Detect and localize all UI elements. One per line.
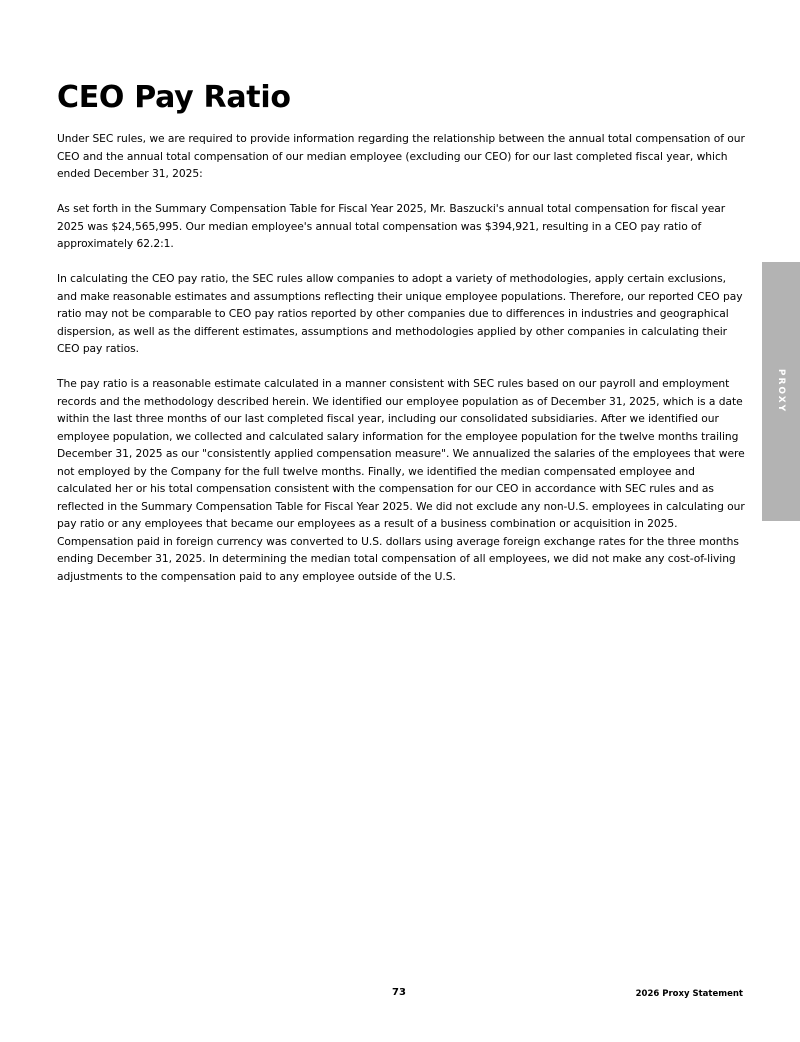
footer-document-title: 2026 Proxy Statement <box>635 989 743 999</box>
paragraph-methodology-caveat: In calculating the CEO pay ratio, the SEC rules allow companies to adopt a variety of methodologies, apply certain exclusions, and make reasonable estimates and assumptions reflecting their unique employee populations. Therefore, our reported CEO pay ratio may not be comparable to CEO pay ratios reported by other companies due to differences in industries and geographical dispersion, as well as the different estimates, assumptions and methodologies applied by other companies in calculating their CEO pay ratios. <box>57 272 743 355</box>
paragraph-ratio: As set forth in the Summary Compensation Table for Fiscal Year 2025, Mr. Baszucki's annual total compensation for fiscal year 2025 was $24,565,995. Our median employee's annual total compensation was $394,921, resulting in a CEO pay ratio of approximately 62.2:1. <box>57 202 726 250</box>
body-text <box>57 130 745 603</box>
section-side-tab-label: PROXY <box>776 368 786 414</box>
paragraph-methodology-detail: The pay ratio is a reasonable estimate calculated in a manner consistent with SEC rules based on our payroll and employment records and the methodology described herein. We identified our employee population as of December 31, 2025, which is a date within the last three months of our last completed fiscal year, including our consolidated subsidiaries. After we identified our employee population, we collected and calculated salary information for the employee population for the twelve months trailing December 31, 2025 as our "consistently applied compensation measure". We annualized the salaries of the employees that were not employed by the Company for the full twelve months. Finally, we identified the median compensated employee and calculated her or his total compensation consistent with the compensation for our CEO in accordance with SEC rules and as reflected in the Summary Compensation Table for Fiscal Year 2025. We did not exclude any non-U.S. employees in calculating our pay ratio or any employees that became our employees as a result of a business combination or acquisition in 2025. Compensation paid in foreign currency was converted to U.S. dollars using average foreign exchange rates for the three months ending December 31, 2025. In determining the median total compensation of all employees, we did not make any cost-of-living adjustments to the compensation paid to any employee outside of the U.S. <box>57 377 745 583</box>
page-number: 73 <box>392 987 406 998</box>
section-side-tab <box>762 262 800 521</box>
page-title: CEO Pay Ratio <box>57 80 291 115</box>
paragraph-intro: Under SEC rules, we are required to provide information regarding the relationship between the annual total compensation of our CEO and the annual total compensation of our median employee (excluding our CEO) for our last completed fiscal year, which ended December 31, 2025: <box>57 132 745 180</box>
